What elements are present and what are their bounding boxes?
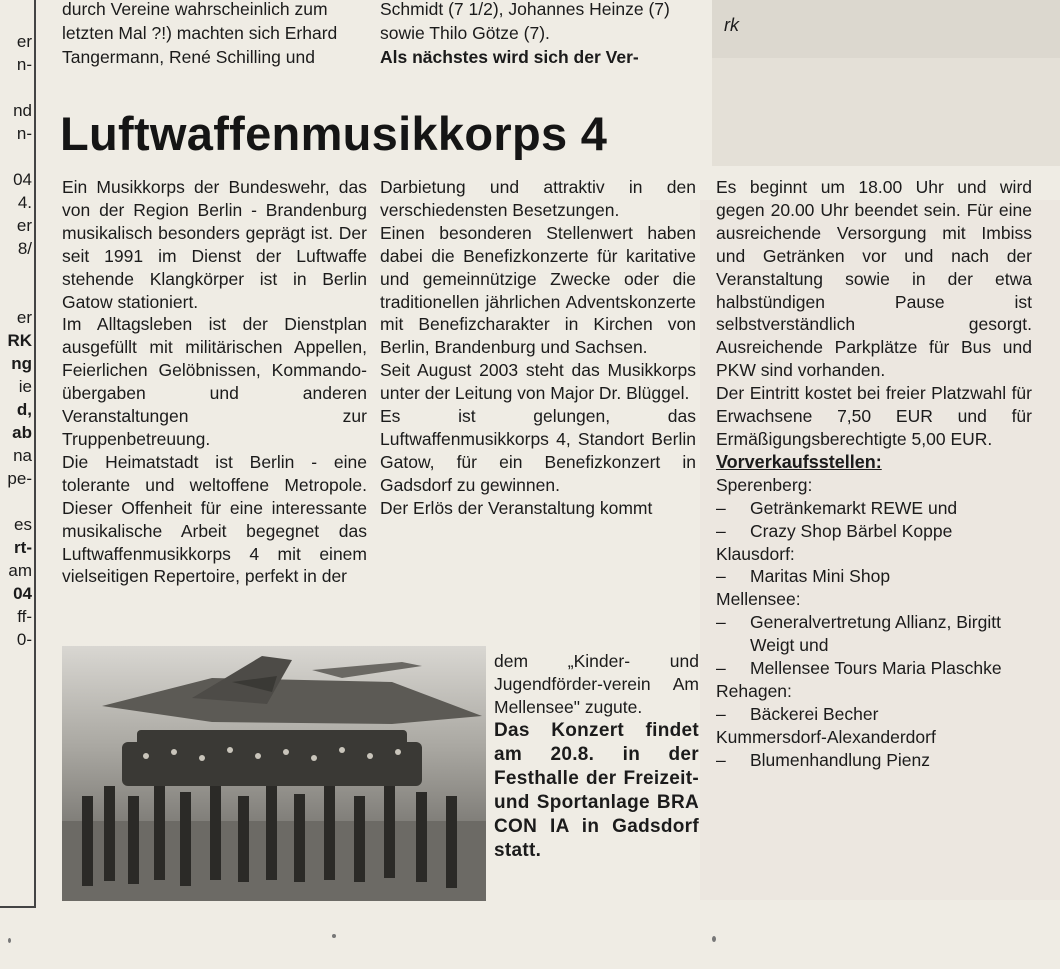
clipped-text-fragment bbox=[0, 145, 32, 168]
dash: – bbox=[716, 658, 726, 679]
clipped-text-fragment bbox=[0, 283, 32, 306]
shop-name: Generalvertretung Allianz, Birgitt Weigt und bbox=[750, 612, 1001, 656]
column-rule bbox=[34, 0, 36, 908]
paragraph: Ein Musikkorps der Bundeswehr, das von der Region Berlin - Brandenburg musikalisch besonders geprägt ist. Der seit 1991 im Dienst der Luftwaffe stehende Klangkörper ist in Berlin Gatow stationiert. bbox=[62, 177, 367, 312]
paragraph: Der Erlös der Veranstaltung kommt bbox=[380, 497, 653, 518]
shop-name: Blumenhandlung Pienz bbox=[750, 749, 930, 770]
location-kummersdorf: Kummersdorf-Alexanderdorf bbox=[716, 726, 936, 747]
author-initials: rk bbox=[724, 15, 739, 35]
paper-speck bbox=[332, 934, 336, 938]
column-rule-bottom bbox=[0, 906, 36, 908]
location-sperenberg: Sperenberg: bbox=[716, 474, 813, 495]
paper-speck bbox=[712, 936, 716, 942]
paragraph: Es ist gelungen, das Luftwaffenmusikkorps 4, Standort Berlin Gatow, für ein Benefizkonzert in Gadsdorf zu gewinnen. bbox=[380, 406, 696, 495]
band-photo-image bbox=[62, 646, 486, 901]
clipped-text-fragment: rt- bbox=[14, 538, 32, 557]
text-line: sowie Thilo Götze (7). bbox=[380, 23, 550, 43]
clipped-text-fragment: er bbox=[16, 32, 32, 51]
clipped-text-fragment: ab bbox=[12, 423, 32, 442]
paragraph: Einen besonderen Stellenwert haben dabei die Benefizkonzerte für karitative und gemeinnützige Zwecke oder die traditionellen jährlichen Adventskonzerte mit Benefizcharakter in Kirchen von Berlin, Brandenburg und Sachsen. bbox=[380, 222, 696, 358]
clipped-text-fragment: er bbox=[16, 308, 32, 327]
clipped-text-fragment: 0- bbox=[16, 630, 32, 649]
shop-name: Crazy Shop Bärbel Koppe bbox=[750, 520, 953, 541]
paragraph: Es beginnt um 18.00 Uhr und wird gegen 20.00 Uhr beendet sein. Für eine ausreichende Versorgung mit Imbiss und Getränken vor und nach der Veranstaltung sowie in der etwa halbstündigen Pause ist selbstverständlich gesorgt. Ausreichende Parkplätze für Bus und PKW sind vorhanden. bbox=[716, 177, 1032, 381]
clipped-text-fragment: nd bbox=[13, 101, 32, 120]
shop-name: Maritas Mini Shop bbox=[750, 566, 891, 587]
shop-item bbox=[716, 497, 1032, 520]
shop-item bbox=[716, 657, 1032, 680]
article-column-3 bbox=[716, 176, 1032, 772]
clipped-text-fragment: er bbox=[16, 216, 32, 235]
clipped-left-column bbox=[0, 30, 32, 651]
clipped-text-fragment: na bbox=[13, 446, 32, 465]
article-headline: Luftwaffenmusikkorps 4 bbox=[60, 107, 608, 160]
clipped-text-fragment: 8/ bbox=[17, 239, 32, 258]
article-column-2-continued bbox=[494, 650, 699, 863]
presale-heading: Vorverkaufsstellen: bbox=[716, 451, 882, 472]
dash: – bbox=[716, 520, 726, 541]
clipped-text-fragment: RK bbox=[7, 331, 32, 350]
dash: – bbox=[716, 612, 726, 633]
band-photo bbox=[62, 646, 486, 901]
clipped-text-fragment: ie bbox=[18, 377, 32, 396]
shop-name: Getränkemarkt REWE und bbox=[750, 497, 958, 518]
previous-article-col1 bbox=[62, 0, 372, 69]
shop-item bbox=[716, 703, 1032, 726]
clipped-text-fragment bbox=[0, 490, 32, 513]
concert-info-bold: Das Konzert findet am 20.8. in der Festhalle der Freizeit- und Sportanlage BRA CON IA in Gadsdorf statt. bbox=[494, 719, 699, 861]
shop-item bbox=[716, 565, 1032, 588]
text-line: Schmidt (7 1/2), Johannes Heinze (7) bbox=[380, 0, 670, 19]
shop-name: Bäckerei Becher bbox=[750, 703, 879, 724]
paper-speck bbox=[8, 938, 11, 943]
dash: – bbox=[716, 749, 726, 770]
clipped-text-fragment: 04 bbox=[13, 584, 32, 603]
text-line: letzten Mal ?!) machten sich Erhard bbox=[62, 23, 338, 43]
clipped-text-fragment: es bbox=[14, 515, 32, 534]
shop-item bbox=[716, 611, 1032, 657]
shop-item bbox=[716, 520, 1032, 543]
dash: – bbox=[716, 497, 726, 518]
paragraph: Im Alltagsleben ist der Dienstplan ausgefüllt mit militärischen Appellen, Feierlichen Gelöbnissen, Kommando-übergaben und anderen Veranstaltungen zur Truppenbetreuung. bbox=[62, 314, 367, 449]
clipped-text-fragment: 4. bbox=[17, 193, 32, 212]
paragraph: Der Eintritt kostet bei freier Platzwahl für Erwachsene 7,50 EUR und für Ermäßigungsberechtigte 5,00 EUR. bbox=[716, 383, 1032, 449]
shop-name: Mellensee Tours Maria Plaschke bbox=[750, 658, 1002, 679]
dash: – bbox=[716, 703, 726, 724]
paragraph: dem „Kinder- und Jugendförder-verein Am Mellensee" zugute. bbox=[494, 651, 699, 717]
clipped-text-fragment: d, bbox=[16, 400, 32, 419]
article-column-1 bbox=[62, 176, 367, 588]
clipped-text-fragment: ng bbox=[11, 354, 32, 373]
clipped-text-fragment: ff- bbox=[17, 607, 32, 626]
clipped-text-fragment: am bbox=[8, 561, 32, 580]
shop-item bbox=[716, 749, 1032, 772]
text-line: durch Vereine wahrscheinlich zum bbox=[62, 0, 328, 19]
paragraph: Seit August 2003 steht das Musikkorps unter der Leitung von Major Dr. Blüggel. bbox=[380, 360, 696, 404]
article-column-2 bbox=[380, 176, 696, 520]
clipped-text-fragment bbox=[0, 260, 32, 283]
previous-article-col2 bbox=[380, 0, 700, 69]
dash: – bbox=[716, 566, 726, 587]
paragraph: Die Heimatstadt ist Berlin - eine tolerante und weltoffene Metropole. Dieser Offenheit für eine interessante musikalische Arbeit begegnet das Luftwaffenmusikkorps 4 mit einem vielseitigen Repertoire, perfekt in der bbox=[62, 451, 367, 587]
text-line: Tangermann, René Schilling und bbox=[62, 47, 315, 67]
clipped-text-fragment: n- bbox=[16, 55, 32, 74]
text-line-bold: Als nächstes wird sich der Ver- bbox=[380, 47, 639, 67]
location-rehagen: Rehagen: bbox=[716, 680, 792, 701]
clipped-text-fragment: n- bbox=[16, 124, 32, 143]
clipped-text-fragment: pe- bbox=[7, 469, 32, 488]
location-klausdorf: Klausdorf: bbox=[716, 543, 795, 564]
clipped-text-fragment: 04 bbox=[13, 170, 32, 189]
faded-adjacent-article bbox=[712, 58, 1060, 166]
location-mellensee: Mellensee: bbox=[716, 589, 801, 610]
paragraph: Darbietung und attraktiv in den verschiedensten Besetzungen. bbox=[380, 177, 696, 220]
clipped-text-fragment bbox=[0, 76, 32, 99]
